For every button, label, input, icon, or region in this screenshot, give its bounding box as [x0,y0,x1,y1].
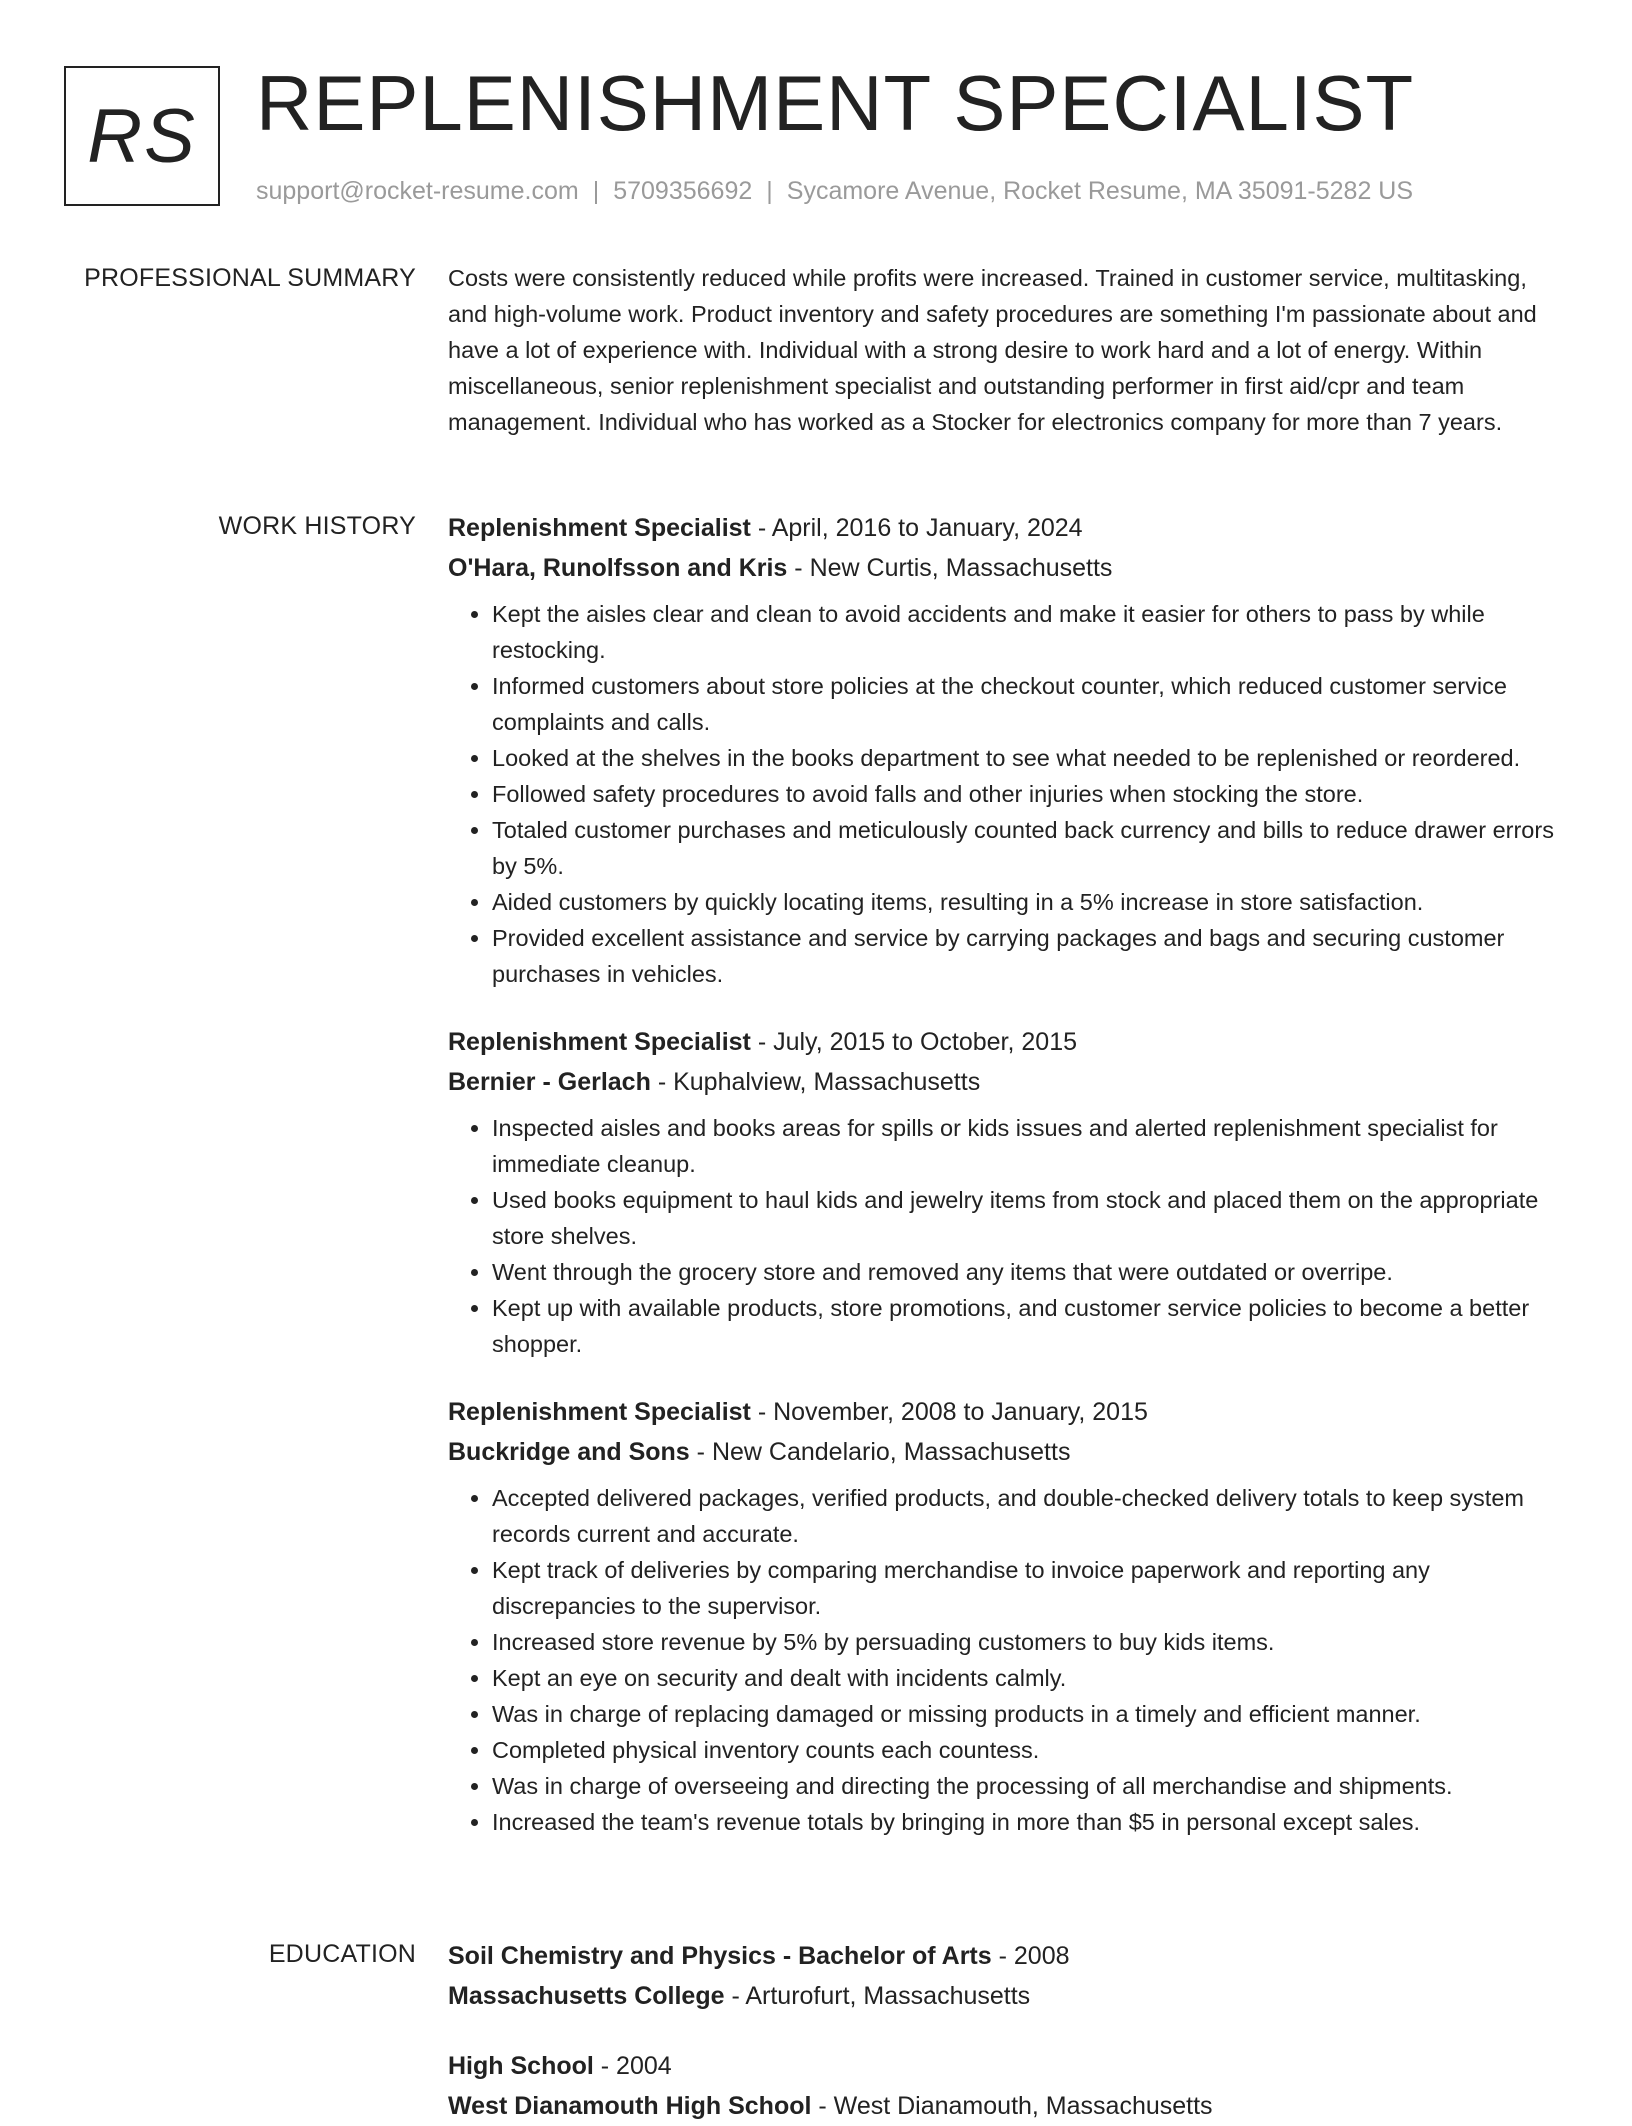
contact-address: Sycamore Avenue, Rocket Resume, MA 35091-5282 US [786,177,1414,205]
contact-email[interactable]: support@rocket-resume.com [256,177,579,205]
job-bullet: • Went through the grocery store and removed any items that were outdated or overripe. [492,1254,1566,1290]
job-title-line [448,1392,1566,1432]
job-entry [448,508,1566,992]
job-location: - New Candelario, Massachusetts [696,1438,1071,1466]
job-company: Buckridge and Sons [448,1438,690,1466]
job-entry [448,1392,1566,1840]
education-body [448,1936,1566,2126]
education-location: - Arturofurt, Massachusetts [731,1982,1031,2010]
job-company-line [448,1432,1566,1472]
contact-separator: | [766,177,773,205]
education-school: West Dianamouth High School [448,2092,812,2120]
job-title: Replenishment Specialist [448,1028,751,1056]
education-degree: High School [448,2052,594,2080]
job-bullets [448,1110,1566,1362]
section-label-work-history: WORK HISTORY [218,512,416,540]
job-title: Replenishment Specialist [448,514,751,542]
job-bullet: • Kept an eye on security and dealt with incidents calmly. [492,1660,1566,1696]
job-company: Bernier - Gerlach [448,1068,651,1096]
job-bullet: • Inspected aisles and books areas for spills or kids issues and alerted replenishment specialist for immediate cleanup. [492,1110,1566,1182]
job-bullet: • Followed safety procedures to avoid falls and other injuries when stocking the store. [492,776,1566,812]
job-dates: - July, 2015 to October, 2015 [757,1028,1078,1056]
job-bullet: • Kept track of deliveries by comparing merchandise to invoice paperwork and reporting any discrepancies to the supervisor. [492,1552,1566,1624]
job-bullet: • Increased store revenue by 5% by persuading customers to buy kids items. [492,1624,1566,1660]
education-school: Massachusetts College [448,1982,725,2010]
job-bullet: • Accepted delivered packages, verified products, and double-checked delivery totals to keep system records current and accurate. [492,1480,1566,1552]
job-company-line [448,1062,1566,1102]
job-entry [448,1022,1566,1362]
job-location: - New Curtis, Massachusetts [794,554,1113,582]
work-history-body [448,508,1566,1840]
education-year: - 2008 [998,1942,1070,1970]
section-label-summary: PROFESSIONAL SUMMARY [84,264,416,292]
education-entry [448,2046,1566,2126]
education-school-line [448,2086,1566,2126]
education-degree-line [448,2046,1566,2086]
summary-body [448,260,1566,440]
education-entry [448,1936,1566,2016]
job-bullets [448,1480,1566,1840]
monogram-initials: RS [64,66,220,206]
contact-phone[interactable]: 5709356692 [613,177,753,205]
job-bullet: • Informed customers about store policies at the checkout counter, which reduced customer service complaints and calls. [492,668,1566,740]
section-label-education: EDUCATION [268,1940,416,1968]
resume-title: REPLENISHMENT SPECIALIST [256,59,1415,147]
job-title-line [448,1022,1566,1062]
job-location: - Kuphalview, Massachusetts [657,1068,981,1096]
education-year: - 2004 [600,2052,672,2080]
education-degree-line [448,1936,1566,1976]
job-bullet: • Was in charge of overseeing and directing the processing of all merchandise and shipments. [492,1768,1566,1804]
job-title: Replenishment Specialist [448,1398,751,1426]
job-bullet: • Used books equipment to haul kids and jewelry items from stock and placed them on the appropriate store shelves. [492,1182,1566,1254]
job-bullet: • Completed physical inventory counts each countess. [492,1732,1566,1768]
job-bullets [448,596,1566,992]
job-bullet: • Kept up with available products, store promotions, and customer service policies to become a better shopper. [492,1290,1566,1362]
education-school-line [448,1976,1566,2016]
job-dates: - November, 2008 to January, 2015 [757,1398,1148,1426]
job-title-line [448,508,1566,548]
job-company: O'Hara, Runolfsson and Kris [448,554,788,582]
job-bullet: • Looked at the shelves in the books department to see what needed to be replenished or reordered. [492,740,1566,776]
education-location: - West Dianamouth, Massachusetts [818,2092,1213,2120]
job-bullet: • Aided customers by quickly locating items, resulting in a 5% increase in store satisfaction. [492,884,1566,920]
job-bullet: • Provided excellent assistance and service by carrying packages and bags and securing customer purchases in vehicles. [492,920,1566,992]
job-bullet: • Totaled customer purchases and meticulously counted back currency and bills to reduce drawer errors by 5%. [492,812,1566,884]
summary-text: Costs were consistently reduced while profits were increased. Trained in customer service, multitasking, and high-volume work. Product inventory and safety procedures are something I'm passionate about and have a lot of experience with. Individual with a strong desire to work hard and a lot of energy. Within miscellaneous, senior replenishment specialist and outstanding performer in first aid/cpr and team management. Individual who has worked as a Stocker for electronics company for more than 7 years. [448,265,1537,435]
job-bullet: • Kept the aisles clear and clean to avoid accidents and make it easier for others to pass by while restocking. [492,596,1566,668]
contact-line [256,174,1413,208]
education-degree: Soil Chemistry and Physics - Bachelor of Arts [448,1942,992,1970]
contact-separator: | [592,177,600,205]
job-bullet: • Was in charge of replacing damaged or missing products in a timely and efficient manner. [492,1696,1566,1732]
job-company-line [448,548,1566,588]
job-bullet: • Increased the team's revenue totals by bringing in more than $5 in personal except sales. [492,1804,1566,1840]
job-dates: - April, 2016 to January, 2024 [757,514,1083,542]
